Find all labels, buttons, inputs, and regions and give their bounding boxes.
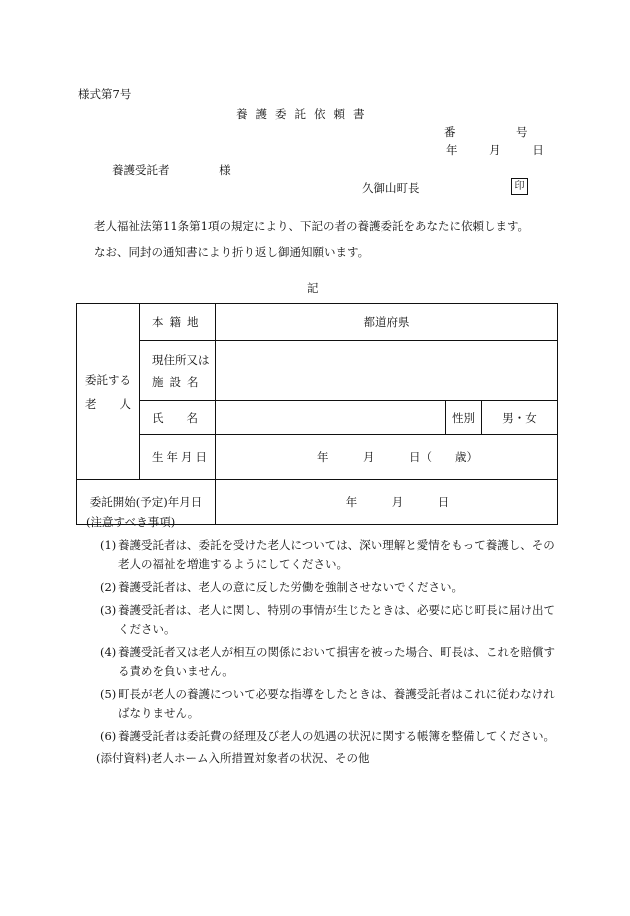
honseki-field[interactable] bbox=[216, 304, 558, 341]
table-row bbox=[77, 304, 558, 341]
note-text: 養護受託者は、老人に関し、特別の事情が生じたときは、必要に応じ町長に届け出てください。 bbox=[118, 603, 555, 636]
note-item bbox=[86, 643, 566, 681]
note-number: (6) bbox=[100, 729, 117, 743]
body-paragraph-1: 老人福祉法第11条第1項の規定により、下記の者の養護委託をあなたに依頼します。 bbox=[94, 219, 530, 233]
addressee-label: 養護受託者 bbox=[112, 163, 170, 177]
birth-value: 年 月 日（ 歳） bbox=[316, 450, 478, 464]
table-row bbox=[77, 341, 558, 401]
honseki-label: 本籍地 bbox=[140, 304, 216, 341]
issuer: 久御山町長 bbox=[362, 181, 420, 195]
group-label-cell bbox=[77, 304, 140, 480]
month-label: 月 bbox=[489, 143, 501, 157]
seal-mark: 印 bbox=[511, 178, 528, 195]
sex-label: 性別 bbox=[446, 401, 482, 435]
name-field[interactable] bbox=[216, 401, 446, 435]
note-item bbox=[86, 601, 566, 639]
note-item bbox=[86, 578, 566, 597]
go-label: 号 bbox=[516, 125, 528, 139]
sex-value: 男・女 bbox=[502, 410, 537, 425]
note-number: (4) bbox=[100, 645, 117, 659]
note-item bbox=[86, 727, 566, 746]
note-text: 町長が老人の養護について必要な指導をしたときは、養護受託者はこれに従わなければなりません。 bbox=[118, 687, 555, 720]
addressee bbox=[112, 162, 231, 178]
sama-label: 様 bbox=[219, 163, 231, 177]
note-text: 養護受託者は、老人の意に反した労働を強制させないでください。 bbox=[118, 580, 463, 594]
note-text: 養護受託者は委託費の経理及び老人の処遇の状況に関する帳簿を整備してください。 bbox=[118, 729, 555, 743]
attachment-note: (添付資料)老人ホーム入所措置対象者の状況、その他 bbox=[96, 751, 370, 765]
notes-heading: (注意すべき事項) bbox=[86, 515, 176, 529]
ki-heading: 記 bbox=[307, 281, 319, 295]
note-text: 養護受託者は、委託を受けた老人については、深い理解と愛情をもって養護し、その老人の福祉を増進するようにしてください。 bbox=[118, 538, 555, 571]
form-number: 様式第7号 bbox=[78, 87, 132, 101]
address-label-cell bbox=[140, 341, 216, 401]
sex-field[interactable] bbox=[482, 401, 558, 435]
note-number: (5) bbox=[100, 687, 117, 701]
address-label-line1: 現住所又は bbox=[152, 352, 210, 367]
note-item bbox=[86, 536, 566, 574]
ban-label: 番 bbox=[444, 125, 456, 139]
year-label: 年 bbox=[446, 143, 458, 157]
document-number bbox=[444, 124, 534, 140]
body-paragraph-2: なお、同封の通知書により折り返し御通知願います。 bbox=[94, 245, 370, 259]
document-date bbox=[446, 142, 544, 158]
honseki-value: 都道府県 bbox=[363, 315, 410, 329]
birth-label: 生年月日 bbox=[140, 435, 216, 480]
note-number: (3) bbox=[100, 603, 117, 617]
document-title: 養護委託依頼書 bbox=[236, 107, 373, 121]
table-row bbox=[77, 435, 558, 480]
notes-section bbox=[86, 514, 566, 766]
start-label: 委託開始(予定)年月日 bbox=[77, 480, 216, 525]
address-label-line2: 施設名 bbox=[152, 374, 205, 389]
address-field[interactable] bbox=[216, 341, 558, 401]
name-label: 氏 名 bbox=[140, 401, 216, 435]
note-item bbox=[86, 685, 566, 723]
start-value: 年 月 日 bbox=[345, 495, 450, 509]
note-number: (2) bbox=[100, 580, 117, 594]
note-text: 養護受託者又は老人が相互の関係において損害を被った場合、町長は、これを賠償する責めを負いません。 bbox=[118, 645, 555, 678]
day-label: 日 bbox=[532, 143, 544, 157]
elder-info-table bbox=[76, 303, 558, 525]
table-row bbox=[77, 401, 558, 435]
group-label-line1: 委託する bbox=[85, 372, 131, 387]
birth-field[interactable] bbox=[216, 435, 558, 480]
group-label-line2: 老 人 bbox=[85, 396, 131, 411]
note-number: (1) bbox=[100, 538, 117, 552]
